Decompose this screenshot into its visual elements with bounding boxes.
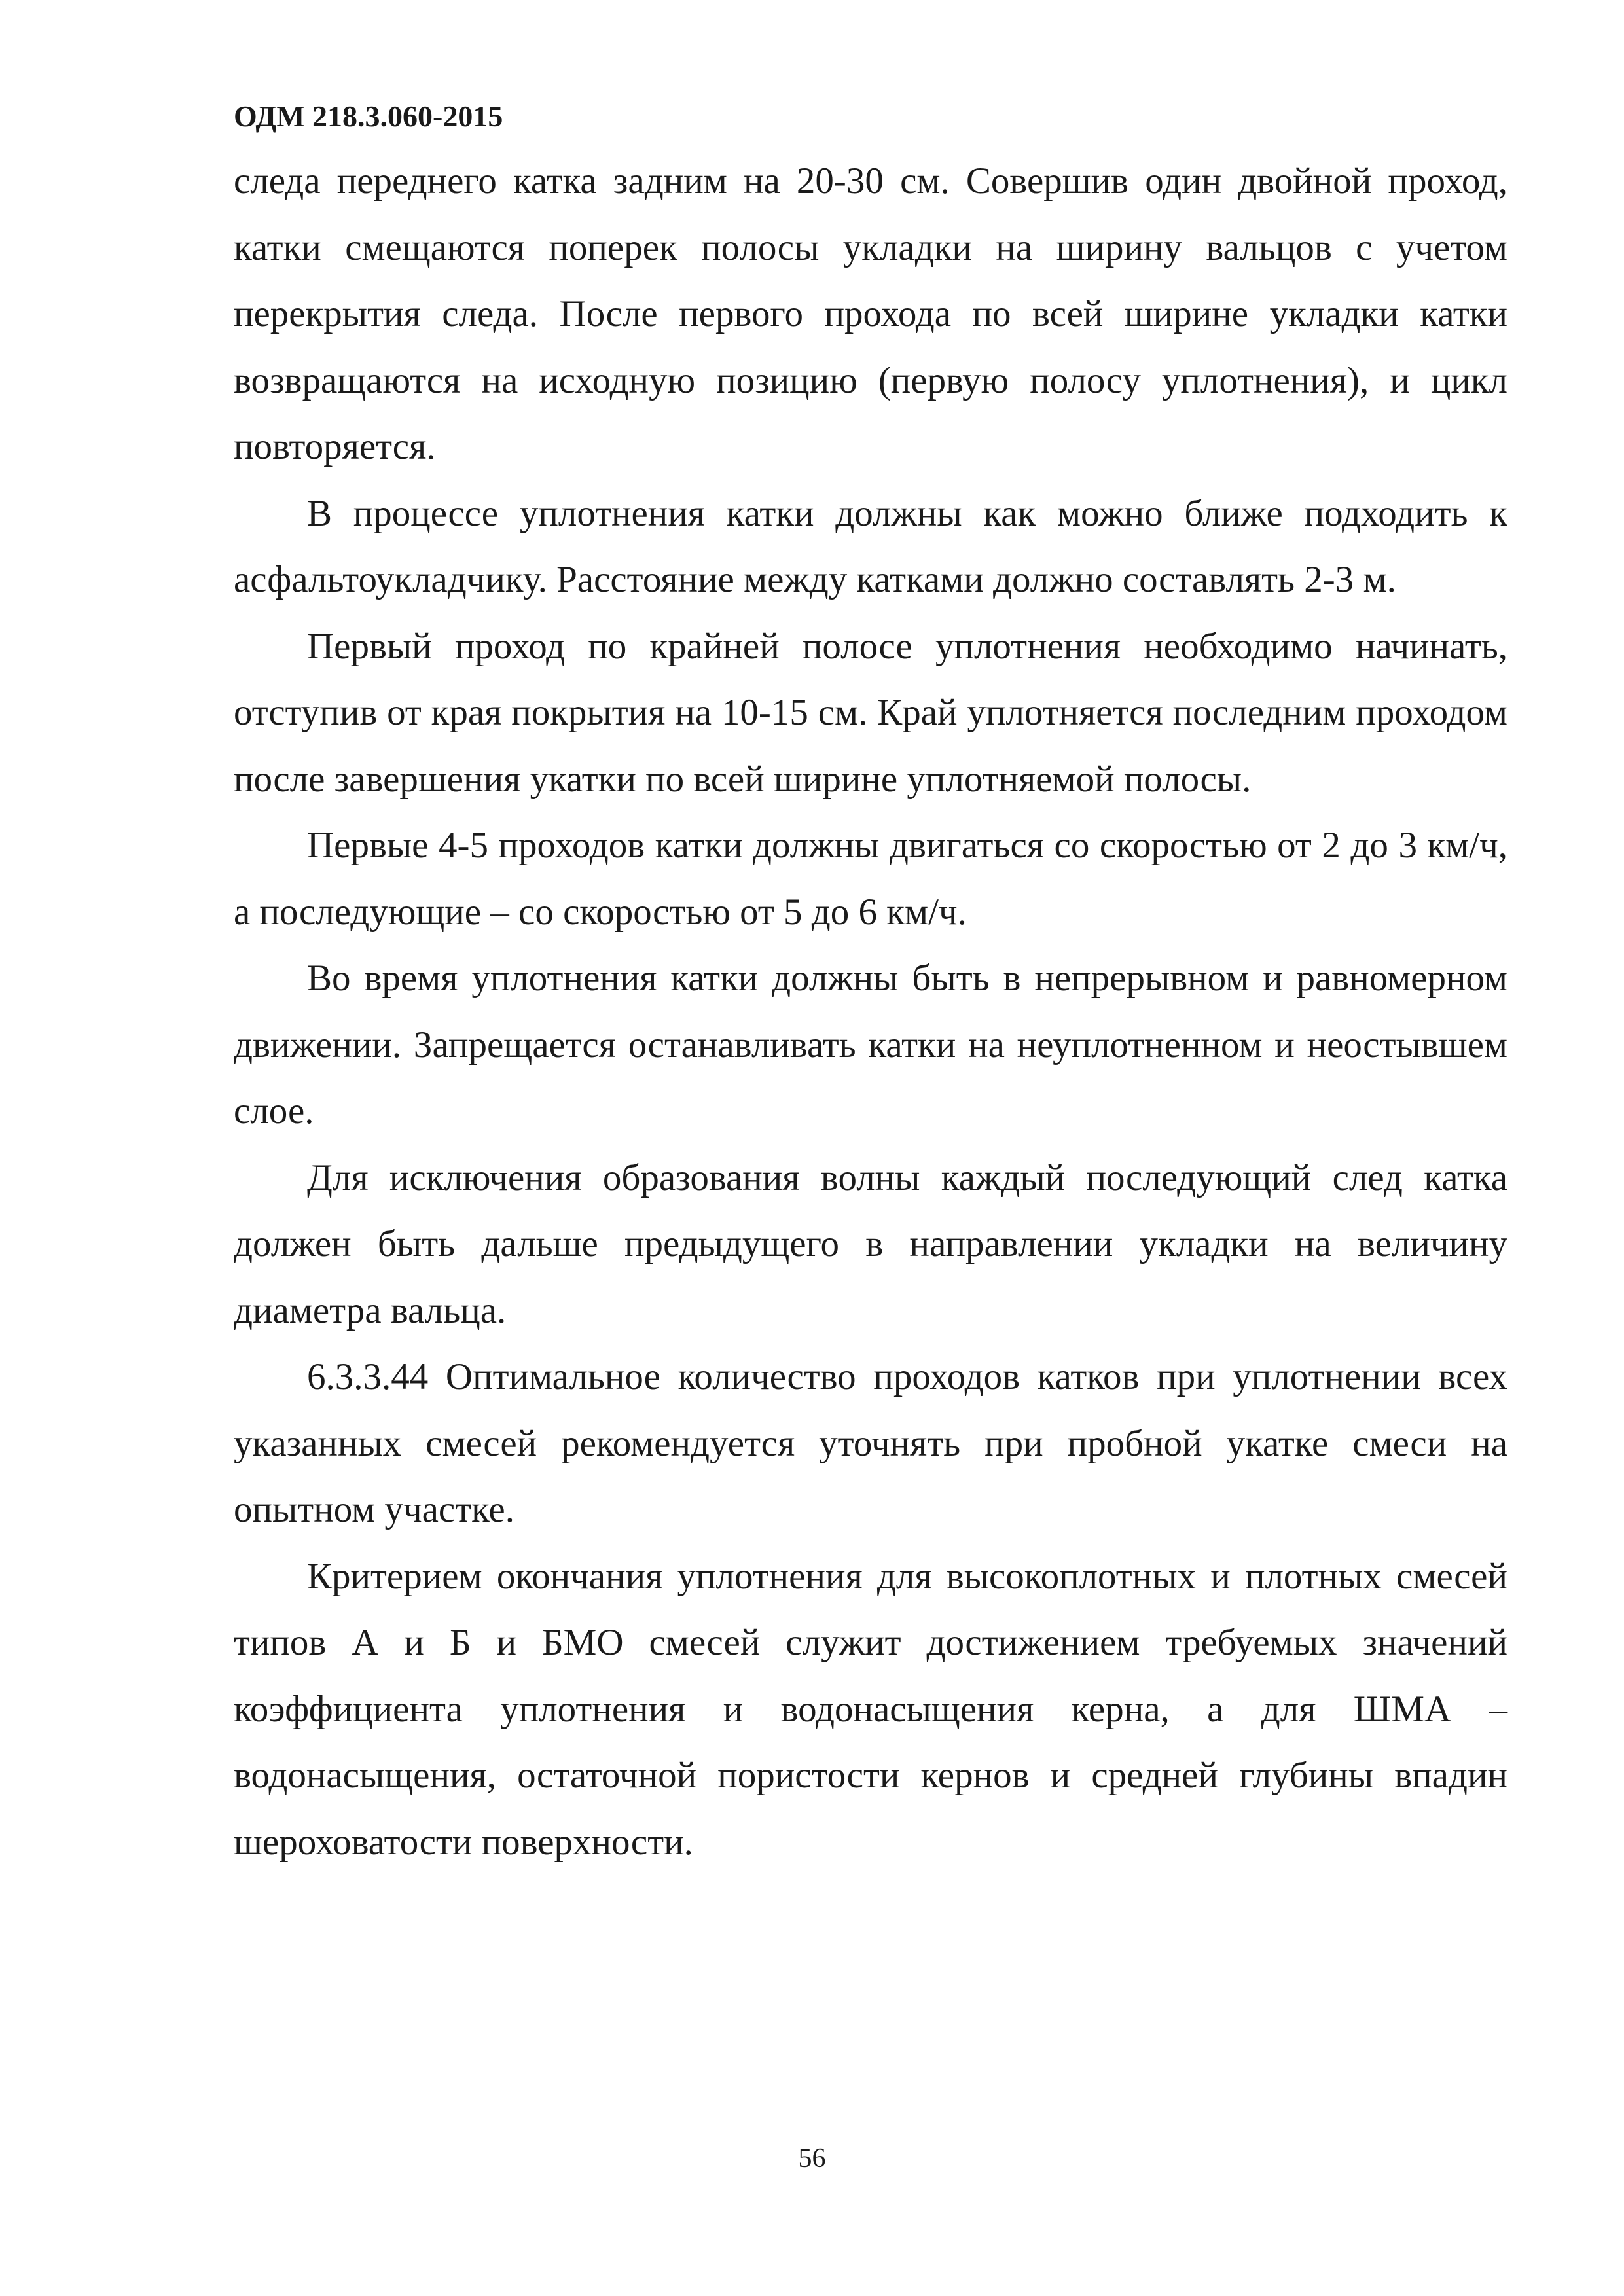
paragraph: Первые 4-5 проходов катки должны двигаться со скоростью от 2 до 3 км/ч, а последующие – со скоростью от 5 до 6 км/ч. bbox=[234, 825, 1507, 933]
paragraph-continuation: следа переднего катка задним на 20-30 см. Совершив один двойной проход, катки смещаются поперек полосы укладки на ширину вальцов с учетом перекрытия следа. После первого прохода по всей ширине укладки катки возвращаются на исходную позицию (первую полосу уплотнения), и цикл повторяется. bbox=[234, 160, 1507, 467]
document-code-header: ОДМ 218.3.060-2015 bbox=[234, 99, 503, 133]
document-body bbox=[234, 148, 1507, 1875]
paragraph: Первый проход по крайней полосе уплотнения необходимо начинать, отступив от края покрытия на 10-15 см. Край уплотняется последним проходом после завершения укатки по всей ширине уплотняемой полосы. bbox=[234, 625, 1507, 800]
paragraph: Во время уплотнения катки должны быть в непрерывном и равномерном движении. Запрещается останавливать катки на неуплотненном и неостывшем слое. bbox=[234, 958, 1507, 1132]
paragraph: Критерием окончания уплотнения для высокоплотных и плотных смесей типов А и Б и БМО смесей служит достижением требуемых значений коэффициента уплотнения и водонасыщения керна, а для ШМА – водонасыщения, остаточной пористости кернов и средней глубины впадин шероховатости поверхности. bbox=[234, 1555, 1507, 1863]
page-number: 56 bbox=[798, 2144, 826, 2174]
paragraph: Для исключения образования волны каждый последующий след катка должен быть дальше предыдущего в направлении укладки на величину диаметра вальца. bbox=[234, 1157, 1507, 1331]
paragraph-section-6-3-3-44: 6.3.3.44 Оптимальное количество проходов катков при уплотнении всех указанных смесей рекомендуется уточнять при пробной укатке смеси на опытном участке. bbox=[234, 1356, 1507, 1530]
paragraph: В процессе уплотнения катки должны как можно ближе подходить к асфальтоукладчику. Расстояние между катками должно составлять 2-3 м. bbox=[234, 492, 1507, 600]
